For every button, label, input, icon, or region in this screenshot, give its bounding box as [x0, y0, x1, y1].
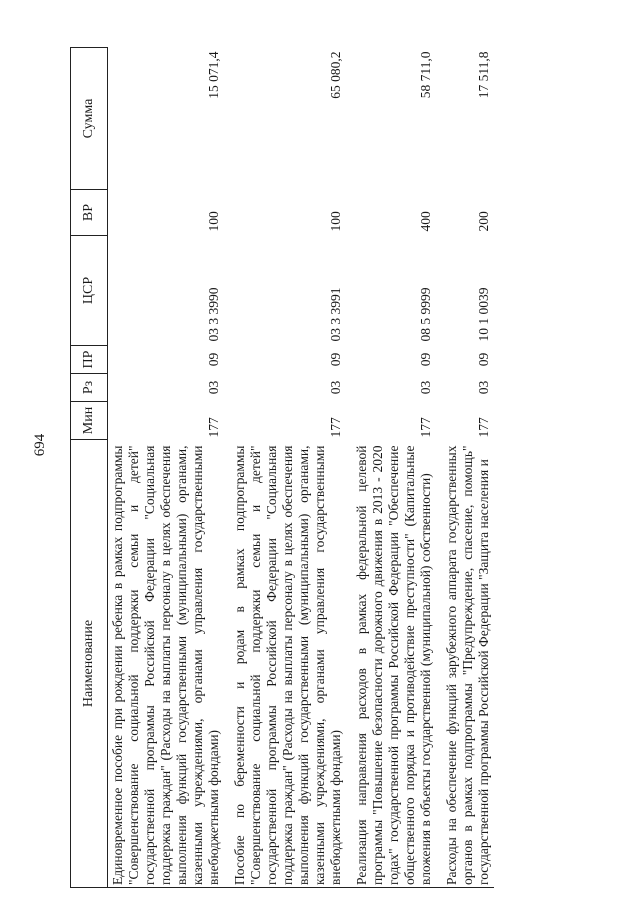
cell-vr: 400	[418, 211, 433, 232]
cell-min: 177	[476, 417, 491, 438]
cell-name: Единовременное пособие при рождении ребенка в рамках подпрограммы "Совершенствование социальной поддержки семьи и детей" государственной программы Российской Федерации "Социальная поддержка граждан" (Расходы на выплаты персоналу в целях обеспечения выполнения функций государственными (муниципальными) органами, казенными учреждениями, органами управления государственными внебюджетными фондами)	[108, 440, 231, 888]
cell-rz: 03	[328, 380, 343, 395]
cell-pr: 09	[328, 352, 343, 367]
rotated-page-content	[70, 48, 620, 888]
cell-sum: 15 071,4	[206, 51, 221, 99]
page-number: 694	[32, 433, 48, 457]
cell-min: 177	[328, 417, 343, 438]
header-sum: Сумма	[71, 48, 108, 190]
header-csr: ЦСР	[71, 236, 108, 346]
cell-vr: 200	[476, 211, 491, 232]
header-min: Мин	[71, 402, 108, 440]
cell-sum: 65 080,2	[328, 51, 343, 99]
table-header-row	[71, 48, 108, 888]
table-row	[230, 48, 352, 888]
table-row	[442, 48, 494, 888]
cell-rz: 03	[476, 380, 491, 395]
header-name: Наименование	[71, 440, 108, 888]
cell-csr: 03 3 3990	[206, 287, 221, 342]
cell-csr: 08 5 9999	[418, 287, 433, 342]
header-vr: ВР	[71, 190, 108, 236]
cell-sum: 58 711,0	[418, 51, 433, 99]
header-rz: Рз	[71, 374, 108, 402]
cell-pr: 09	[476, 352, 491, 367]
cell-pr: 09	[418, 352, 433, 367]
table-row	[108, 48, 231, 888]
cell-rz: 03	[418, 380, 433, 395]
cell-csr: 03 3 3991	[328, 287, 343, 342]
cell-sum: 17 511,8	[476, 51, 491, 99]
header-pr: ПР	[71, 346, 108, 374]
cell-name: Пособие по беременности и родам в рамках подпрограммы "Совершенствование социальной поддержки семьи и детей" государственной программы Российской Федерации "Социальная поддержка граждан" (Расходы на выплаты персоналу в целях обеспечения выполнения функций государственными (муниципальными) органами, казенными учреждениями, органами управления государственными внебюджетными фондами)	[230, 440, 352, 888]
table-row	[352, 48, 442, 888]
cell-vr: 100	[328, 211, 343, 232]
cell-min: 177	[206, 417, 221, 438]
cell-name: Реализация направления расходов в рамках федеральной целевой программы "Повышение безопасности дорожного движения в 2013 - 2020 годах" государственной программы Российской Федерации "Обеспечение общественного порядка и противодействие преступности" (Капитальные вложения в объекты государственной (муниципальной) собственности)	[352, 440, 442, 888]
cell-rz: 03	[206, 380, 221, 395]
cell-name: Расходы на обеспечение функций зарубежного аппарата государственных органов в рамках подпрограммы "Предупреждение, спасение, помощь" государственной программы Российской Федерации "Защита населения и	[442, 440, 494, 888]
cell-min: 177	[418, 417, 433, 438]
cell-vr: 100	[206, 211, 221, 232]
budget-table	[70, 47, 494, 888]
cell-pr: 09	[206, 352, 221, 367]
cell-csr: 10 1 0039	[476, 287, 491, 342]
